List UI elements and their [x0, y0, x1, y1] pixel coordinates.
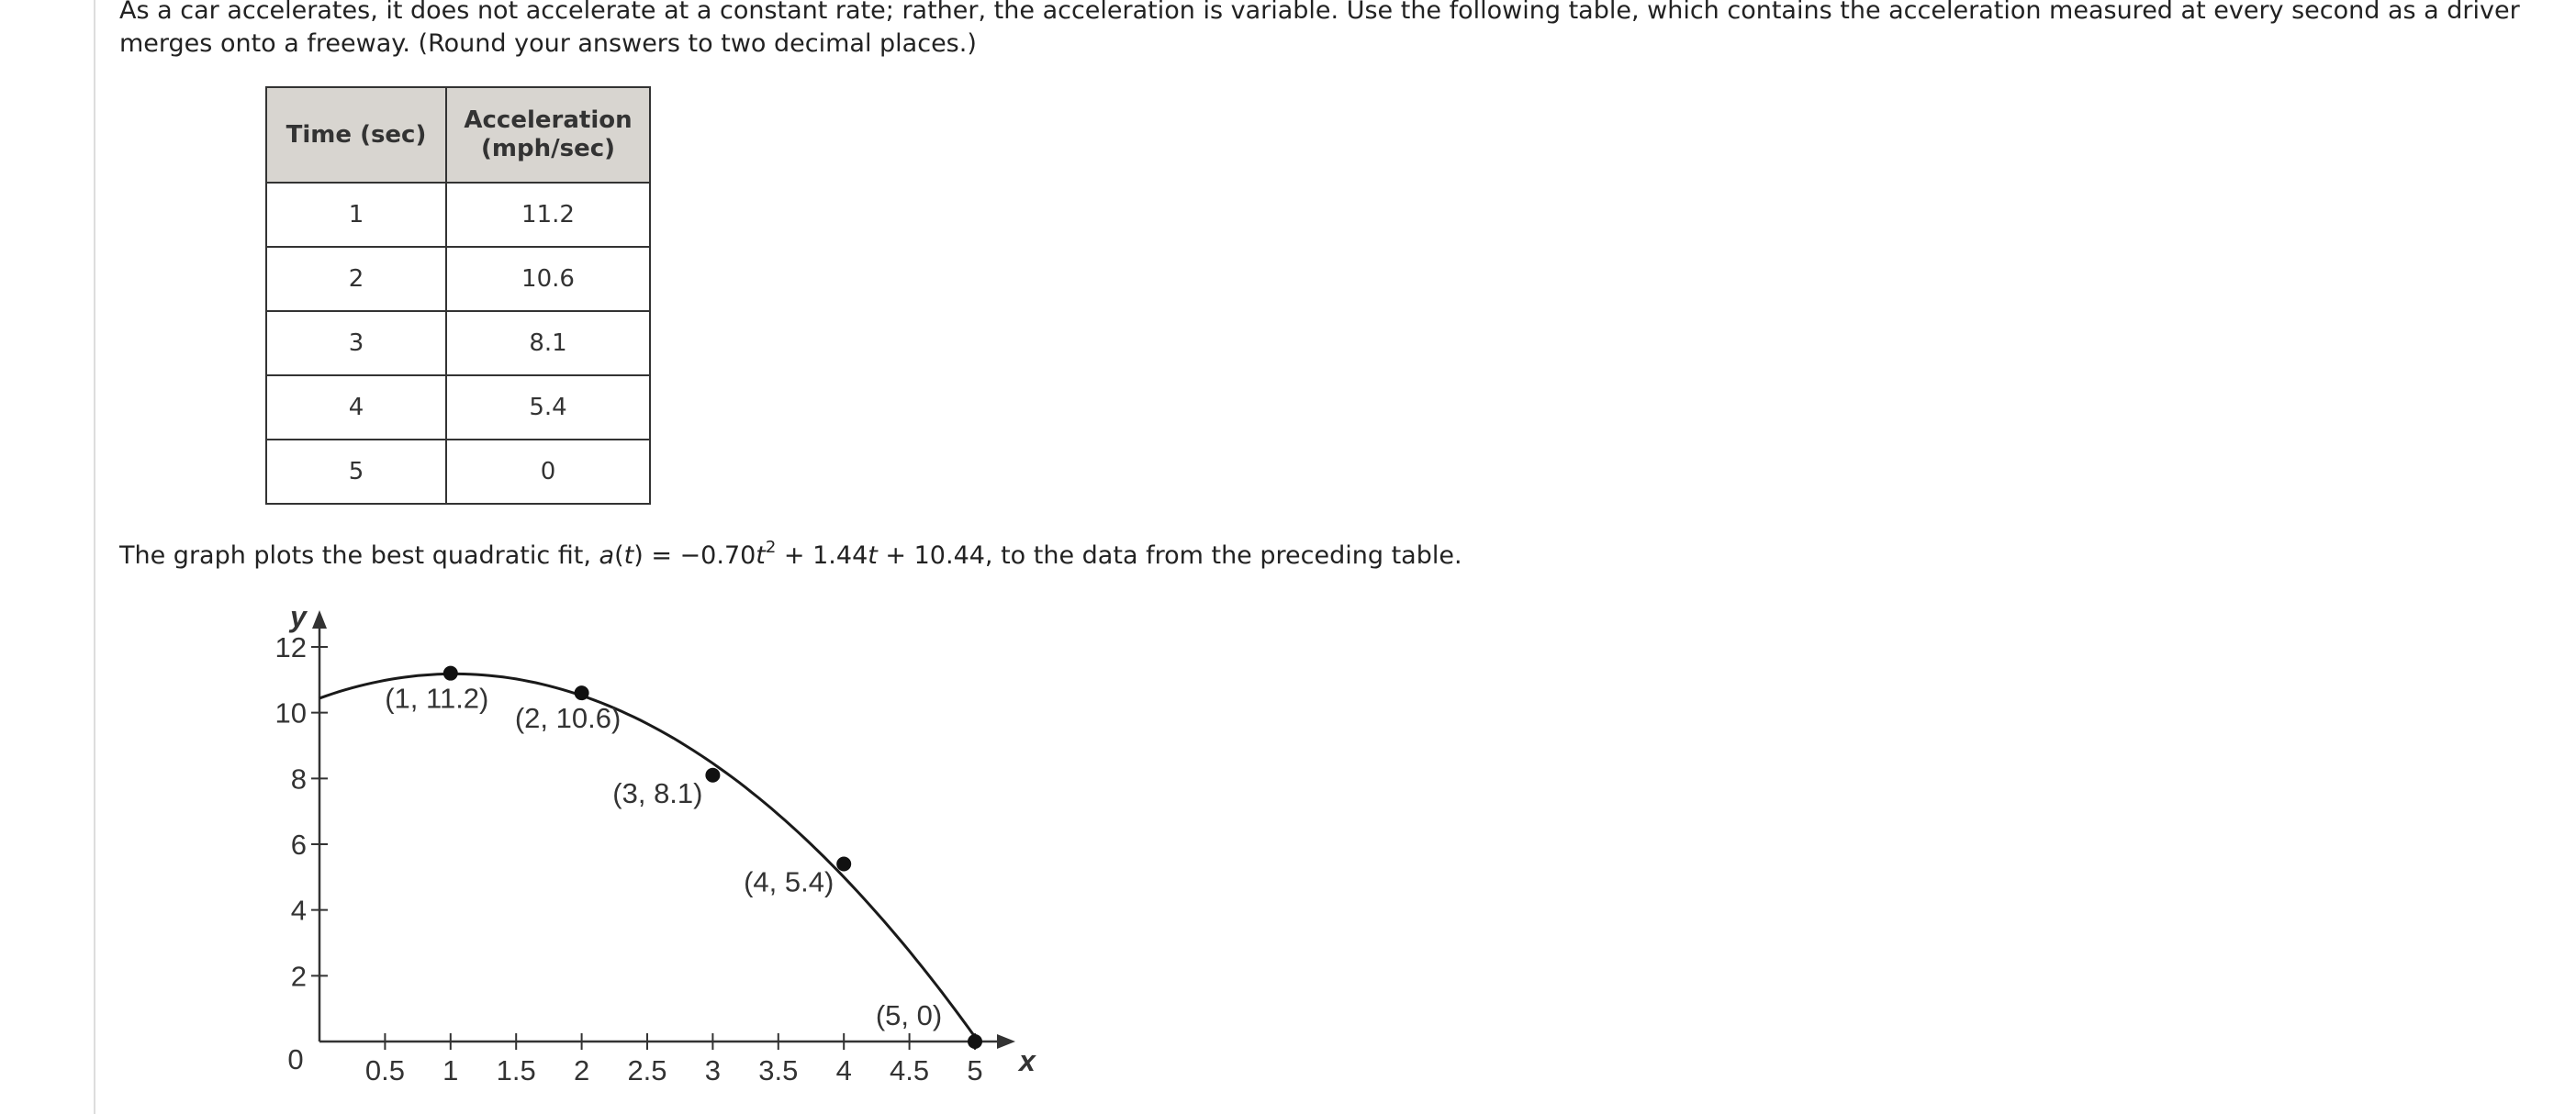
data-point-label: (1, 11.2)	[385, 682, 489, 715]
y-tick-label: 10	[274, 696, 307, 730]
x-tick-label: 2.5	[627, 1054, 667, 1086]
cell-acceleration: 10.6	[446, 247, 650, 311]
y-tick-label: 12	[274, 631, 307, 663]
fit-equals: ) = −0.70	[633, 541, 756, 570]
x-tick-label: 4.5	[890, 1054, 930, 1086]
x-tick-label: 1.5	[496, 1054, 536, 1086]
x-tick-label: 1	[442, 1054, 459, 1086]
cell-acceleration: 8.1	[446, 311, 650, 375]
fit-exponent: 2	[765, 538, 777, 557]
fit-text-before: The graph plots the best quadratic fit,	[119, 541, 599, 570]
cell-acceleration: 5.4	[446, 375, 650, 440]
header-acceleration: Acceleration (mph/sec)	[446, 87, 650, 183]
fit-func-name: a	[599, 541, 615, 570]
y-tick-label: 2	[290, 960, 307, 993]
x-tick-label: 0.5	[364, 1054, 405, 1086]
data-point	[836, 857, 851, 872]
cell-acceleration: 11.2	[446, 183, 650, 247]
data-point	[443, 666, 458, 681]
data-point-label: (2, 10.6)	[514, 702, 622, 735]
fit-variable: t	[623, 541, 634, 570]
y-tick-label: 6	[290, 829, 307, 861]
fit-variable: t	[868, 541, 878, 570]
x-tick-label: 2	[573, 1054, 590, 1086]
fit-text-end: + 10.44, to the data from the preceding table.	[877, 541, 1462, 570]
data-point	[968, 1034, 982, 1049]
y-axis-label: y	[290, 600, 307, 633]
data-point-label: (5, 0)	[875, 999, 943, 1031]
data-point-label: (3, 8.1)	[612, 776, 703, 809]
fit-curve	[319, 674, 975, 1037]
x-axis-label: x	[1019, 1044, 1036, 1077]
fit-variable: t	[756, 541, 766, 570]
problem-intro: As a car accelerates, it does not accelerate at a constant rate; rather, the acceleration is variable. Use the following table, which contains the acceleration measured at every second as a driver merges onto a freeway. (Round your answers to two decimal places.)	[119, 0, 2520, 58]
origin-label: 0	[287, 1043, 304, 1075]
x-tick-label: 3.5	[758, 1054, 799, 1086]
y-tick-label: 8	[290, 763, 307, 796]
x-axis-arrow	[997, 1034, 1015, 1049]
cell-time: 1	[266, 183, 446, 247]
data-point	[705, 768, 720, 783]
x-tick-label: 3	[704, 1054, 722, 1086]
cell-time: 3	[266, 311, 446, 375]
data-point	[575, 685, 589, 700]
cell-acceleration: 0	[446, 440, 650, 504]
cell-time: 4	[266, 375, 446, 440]
fit-middle: + 1.44	[776, 541, 868, 570]
cell-time: 5	[266, 440, 446, 504]
quadratic-fit-sentence: The graph plots the best quadratic fit, $a(t) = -0.70t^2 + 1.44t + 10.44$, to the data from the preceding table.	[119, 538, 1462, 570]
cell-time: 2	[266, 247, 446, 311]
x-tick-label: 5	[967, 1054, 983, 1086]
data-point-label: (4, 5.4)	[744, 865, 834, 898]
y-tick-label: 4	[290, 894, 307, 927]
header-time: Time (sec)	[266, 87, 446, 183]
y-axis-arrow	[312, 610, 327, 629]
x-tick-label: 4	[835, 1054, 852, 1086]
